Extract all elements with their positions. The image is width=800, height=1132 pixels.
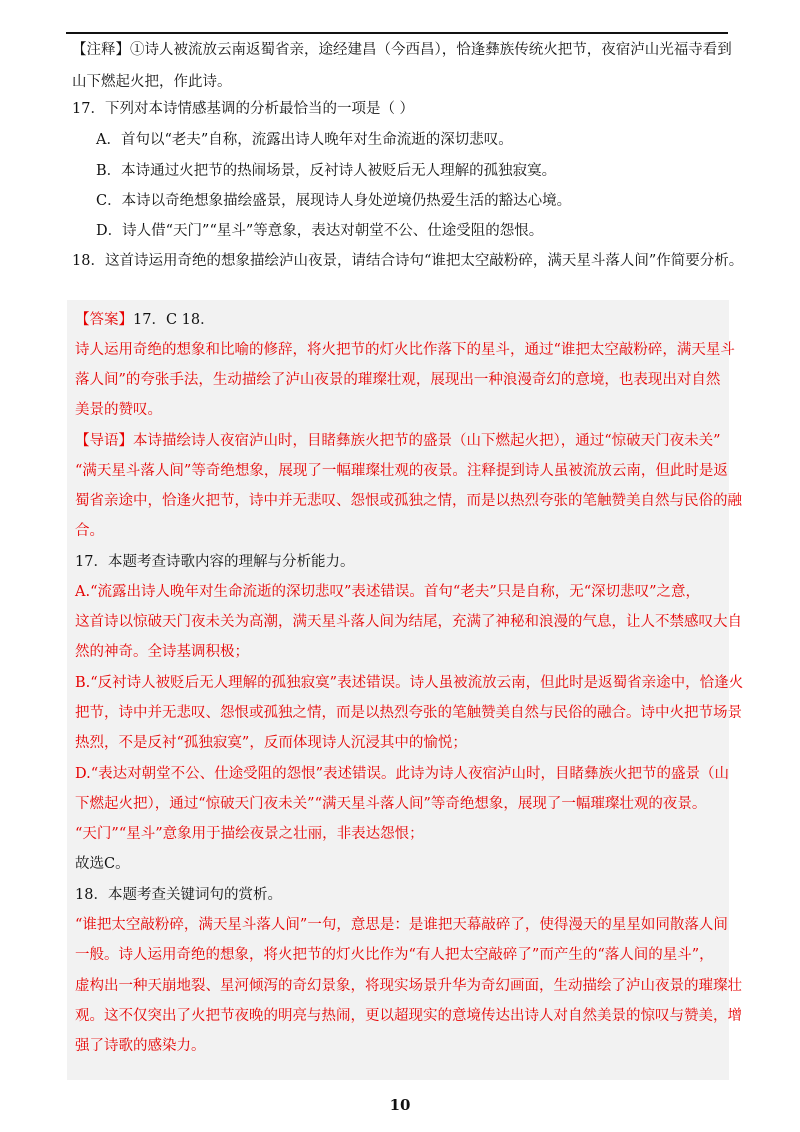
analysis-17-line: B.“反衬诗人被贬后无人理解的孤独寂寞”表述错误。诗人虽被流放云南，但此时是返蜀省亲途中，恰逢火 [75,675,744,691]
analysis-18-line: 一般。诗人运用奇绝的想象，将火把节的灯火比作为“有人把太空敲碎了”而产生的“落人间的星斗”， [75,947,714,963]
analysis-17-line: A.“流露出诗人晚年对生命流逝的深切悲叹”表述错误。首句“老夫”只是自称，无“深切悲叹”之意， [75,584,701,600]
note-line-2: 山下燃起火把，作此诗。 [72,74,232,90]
analysis-18-line: 虚构出一种天崩地裂、星河倾泻的奇幻景象，将现实场景升华为奇幻画面，生动描绘了泸山夜景的璀璨壮 [75,978,742,994]
guide-line: 【导语】本诗描绘诗人夜宿泸山时，目睹彝族火把节的盛景（山下燃起火把），通过“惊破天门夜未关” [75,433,721,449]
analysis-18-line: 观。这不仅突出了火把节夜晚的明亮与热闹，更以超现实的意境传达出诗人对自然美景的惊叹与赞美，增 [75,1008,742,1024]
note-line-1: 【注释】①诗人被流放云南返蜀省亲，途经建昌（今西昌），恰逢彝族传统火把节，夜宿泸山光福寺看到 [72,42,732,58]
analysis-17-line: 热烈，不是反衬“孤独寂寞”，反而体现诗人沉浸其中的愉悦； [75,735,467,751]
analysis-17-line: “天门”“星斗”意象用于描绘夜景之壮丽，非表达怨恨； [75,826,424,842]
top-rule [66,32,728,34]
answer-header [75,310,730,330]
guide-line: “满天星斗落人间”等奇绝想象，展现了一幅璀璨壮观的夜景。注释提到诗人虽被流放云南，但此时是返 [75,463,728,479]
question-17-option-b: B．本诗通过火把节的热闹场景，反衬诗人被贬后无人理解的孤独寂寞。 [96,163,557,179]
analysis-17-conclusion: 故选C。 [75,856,130,872]
analysis-17-line: 这首诗以惊破天门夜未关为高潮，满天星斗落人间为结尾，充满了神秘和浪漫的气息，让人不禁感叹大自 [75,614,742,630]
question-17-option-a: A．首句以“老夫”自称，流露出诗人晚年对生命流逝的深切悲叹。 [96,132,513,148]
analysis-17-line: 然的神奇。全诗基调积极； [75,644,249,660]
guide-line: 蜀省亲途中，恰逢火把节，诗中并无悲叹、怨恨或孤独之情，而是以热烈夸张的笔触赞美自然与民俗的融 [75,493,742,509]
analysis-17-line: 下燃起火把），通过“惊破天门夜未关”“满天星斗落人间”等奇绝想象，展现了一幅璀璨壮观的夜景。 [75,796,707,812]
page-number: 10 [389,1096,411,1114]
analysis-17-title: 17．本题考查诗歌内容的理解与分析能力。 [75,554,355,570]
answer-18-line: 美景的赞叹。 [75,402,162,418]
analysis-18-line: “谁把太空敲粉碎，满天星斗落人间”一句，意思是：是谁把天幕敲碎了，使得漫天的星星如同散落人间 [75,917,728,933]
analysis-18-line: 强了诗歌的感染力。 [75,1038,206,1054]
answer-18-line: 诗人运用奇绝的想象和比喻的修辞，将火把节的灯火比作落下的星斗，通过“谁把太空敲粉碎，满天星斗 [75,342,735,358]
analysis-17-line: 把节，诗中并无悲叹、怨恨或孤独之情，而是以热烈夸张的笔触赞美自然与民俗的融合。诗中火把节场景 [75,705,742,721]
question-17-option-c: C．本诗以奇绝想象描绘盛景，展现诗人身处逆境仍热爱生活的豁达心境。 [96,193,572,209]
question-17-option-d: D．诗人借“天门”“星斗”等意象，表达对朝堂不公、仕途受阻的怨恨。 [96,223,544,239]
answer-keys: 17．C 18． [133,312,215,328]
answer-18-line: 落人间”的夸张手法，生动描绘了泸山夜景的璀璨壮观，展现出一种浪漫奇幻的意境，也表现出对自然 [75,372,721,388]
answer-tag: 【答案】 [75,312,133,328]
guide-line: 合。 [75,523,104,539]
analysis-18-title: 18．本题考查关键词句的赏析。 [75,887,282,903]
question-18-stem: 18．这首诗运用奇绝的想象描绘泸山夜景，请结合诗句“谁把太空敲粉碎，满天星斗落人间”作简要分析。 [72,253,744,269]
question-17-stem: 17．下列对本诗情感基调的分析最恰当的一项是（ ） [72,101,415,117]
analysis-17-line: D.“表达对朝堂不公、仕途受阻的怨恨”表述错误。此诗为诗人夜宿泸山时，目睹彝族火把节的盛景（山 [75,766,730,782]
